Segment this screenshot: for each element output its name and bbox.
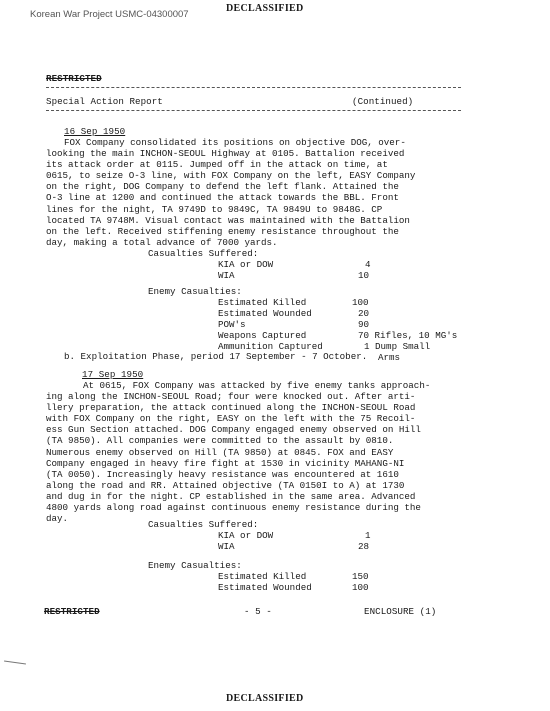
- section-date-16-sep: 16 Sep 1950: [64, 126, 126, 137]
- scan-mark: [4, 660, 26, 664]
- enemy-label: Estimated Killed: [218, 297, 307, 308]
- narrative-line: day.: [46, 513, 69, 525]
- enemy-value: 20: [358, 308, 370, 319]
- casualty-value: 4: [365, 259, 371, 270]
- narrative-line: FOX Company consolidated its positions on objective DOG, over-: [64, 137, 406, 148]
- enemy-label: Estimated Wounded: [218, 308, 312, 319]
- casualty-label: WIA: [218, 270, 235, 281]
- narrative-line: lines for the night, TA 9749D to 9849C, TA 9849U to 9848G. CP: [46, 203, 383, 215]
- section-17-sep-narrative: [46, 380, 430, 524]
- project-id: Korean War Project USMC-04300007: [30, 9, 189, 20]
- narrative-line: its attack order at 0115. Jumped off in the attack on time, at: [46, 159, 388, 171]
- narrative-line: (TA 0050). Increasingly heavy resistance was encountered at 1610: [46, 468, 399, 480]
- casualty-value: 1: [365, 530, 371, 541]
- casualties-heading: Casualties Suffered:: [148, 519, 259, 530]
- casualty-label: KIA or DOW: [218, 259, 274, 270]
- header-rule-bottom: [46, 110, 461, 111]
- enemy-label: Weapons Captured: [218, 330, 307, 341]
- narrative-line: 0615, to seize O-3 line, with FOX Company on the left, EASY Company: [46, 170, 416, 182]
- section-date-17-sep: 17 Sep 1950: [82, 369, 144, 380]
- header-rule-top: [46, 87, 461, 88]
- page-number: - 5 -: [244, 606, 272, 617]
- phase-heading: b. Exploitation Phase, period 17 September - 7 October.: [64, 351, 368, 362]
- narrative-line: on the right, DOG Company to defend the left flank. Attained the: [46, 181, 399, 193]
- restricted-marking-bottom: RESTRICTED: [44, 606, 100, 617]
- enemy-label: Ammunition Captured: [218, 341, 323, 352]
- enemy-label: Estimated Wounded: [218, 582, 312, 593]
- casualty-label: KIA or DOW: [218, 530, 274, 541]
- narrative-line: located TA 9748M. Visual contact was maintained with the Battalion: [46, 214, 410, 226]
- enemy-value: 100: [352, 297, 369, 308]
- casualty-value: 28: [358, 541, 370, 552]
- restricted-marking-top: RESTRICTED: [46, 73, 102, 84]
- enemy-value: 90: [358, 319, 370, 330]
- narrative-line: with FOX Company on the right, EASY on the left with the 75 Recoil-: [46, 413, 416, 425]
- enclosure-label: ENCLOSURE (1): [364, 606, 437, 617]
- narrative-line: ess Gun Section attached. DOG Company engaged enemy observed on Hill: [46, 424, 421, 436]
- report-title: Special Action Report: [46, 96, 163, 107]
- narrative-line: along the road and RR. Attained objective (TA 0150I to A) at 1730: [46, 479, 405, 491]
- enemy-casualties-heading: Enemy Casualties:: [148, 286, 242, 297]
- enemy-value: 150: [352, 571, 369, 582]
- narrative-line: on the left. Received stiffening enemy resistance throughout the: [46, 225, 399, 237]
- enemy-label: POW's: [218, 319, 246, 330]
- enemy-value: 100: [352, 582, 369, 593]
- narrative-line: Company engaged in heavy fire fight at 1530 in vicinity MAHANG-NI: [46, 457, 405, 469]
- enemy-value: 1 Dump Small: [364, 341, 431, 352]
- narrative-line: At 0615, FOX Company was attacked by five enemy tanks approach-: [83, 380, 431, 391]
- narrative-line: ing along the INCHON-SEOUL Road; four were knocked out. After arti-: [46, 391, 416, 403]
- casualty-label: WIA: [218, 541, 235, 552]
- narrative-line: Numerous enemy observed on Hill (TA 9850) at 0845. FOX and EASY: [46, 446, 394, 458]
- declassified-stamp-bottom: DECLASSIFIED: [226, 693, 304, 704]
- narrative-line: day, making a total advance of 7000 yards.: [46, 236, 278, 248]
- casualties-heading: Casualties Suffered:: [148, 248, 259, 259]
- casualty-value: 10: [358, 270, 370, 281]
- narrative-line: looking the main INCHON-SEOUL Highway at 0105. Battalion received: [46, 148, 405, 160]
- enemy-value: 70 Rifles, 10 MG's: [358, 330, 458, 341]
- narrative-line: (TA 9850). All companies were committed to the assault by 0810.: [46, 435, 394, 447]
- narrative-line: 4800 yards along road against continuous enemy resistance during the: [46, 502, 421, 514]
- narrative-line: O-3 line at 1200 and continued the attack towards the BBL. Front: [46, 192, 399, 204]
- enemy-value-continued: Arms: [378, 352, 401, 363]
- section-16-sep-narrative: [46, 137, 415, 248]
- enemy-label: Estimated Killed: [218, 571, 307, 582]
- narrative-line: and dug in for the night. CP established in the same area. Advanced: [46, 490, 416, 502]
- continued-label: (Continued): [352, 96, 414, 107]
- narrative-line: llery preparation, the attack continued along the INCHON-SEOUL Road: [46, 402, 416, 414]
- enemy-casualties-heading: Enemy Casualties:: [148, 560, 242, 571]
- declassified-stamp-top: DECLASSIFIED: [226, 3, 304, 14]
